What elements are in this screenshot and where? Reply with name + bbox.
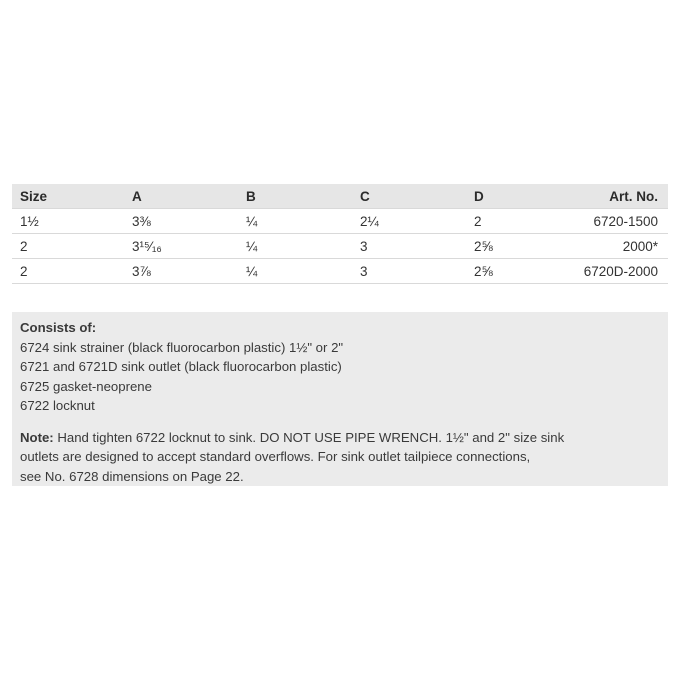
cell-a: 3⅜ [124, 209, 238, 234]
cell-a: 3⅞ [124, 259, 238, 284]
spec-table [12, 184, 668, 284]
header-size: Size [12, 184, 124, 209]
consists-line: 6722 locknut [20, 398, 95, 413]
cell-size: 2 [12, 259, 124, 284]
cell-art-no: 2000* [580, 234, 668, 259]
header-b: B [238, 184, 352, 209]
cell-c: 3 [352, 259, 466, 284]
cell-b: ¼ [238, 234, 352, 259]
consists-line: 6725 gasket-neoprene [20, 378, 152, 394]
header-d: D [466, 184, 580, 209]
table-header-row [12, 184, 668, 209]
cell-d: 2 [466, 209, 580, 234]
notes-panel [12, 312, 668, 486]
note-line: outlets are designed to accept standard overflows. For sink outlet tailpiece connections, [20, 449, 531, 464]
cell-art-no: 6720-1500 [580, 209, 668, 234]
cell-c: 3 [352, 234, 466, 259]
cell-b: ¼ [238, 209, 352, 234]
note-line: see No. 6728 dimensions on Page 22. [20, 468, 244, 484]
cell-a: 3¹⁵⁄₁₆ [124, 234, 238, 259]
header-art-no: Art. No. [580, 184, 668, 209]
cell-size: 1½ [12, 209, 124, 234]
cell-d: 2⅝ [466, 259, 580, 284]
table-row [12, 234, 668, 259]
note-text: Hand tighten 6722 locknut to sink. DO NOT USE PIPE WRENCH. 1½" and 2" size sink [53, 429, 565, 445]
cell-d: 2⅝ [466, 234, 580, 259]
table-row [12, 209, 668, 234]
cell-c: 2¼ [352, 209, 466, 234]
cell-size: 2 [12, 234, 124, 259]
consists-line: 6721 and 6721D sink outlet (black fluorocarbon plastic) [20, 359, 342, 374]
consists-heading: Consists of: [20, 320, 97, 335]
consists-line: 6724 sink strainer (black fluorocarbon plastic) 1½" or 2" [20, 339, 344, 355]
note-label: Note: [20, 429, 54, 445]
header-c: C [352, 184, 466, 209]
header-a: A [124, 184, 238, 209]
cell-b: ¼ [238, 259, 352, 284]
cell-art-no: 6720D-2000 [580, 259, 668, 284]
table-row [12, 259, 668, 284]
note-line [20, 428, 660, 448]
